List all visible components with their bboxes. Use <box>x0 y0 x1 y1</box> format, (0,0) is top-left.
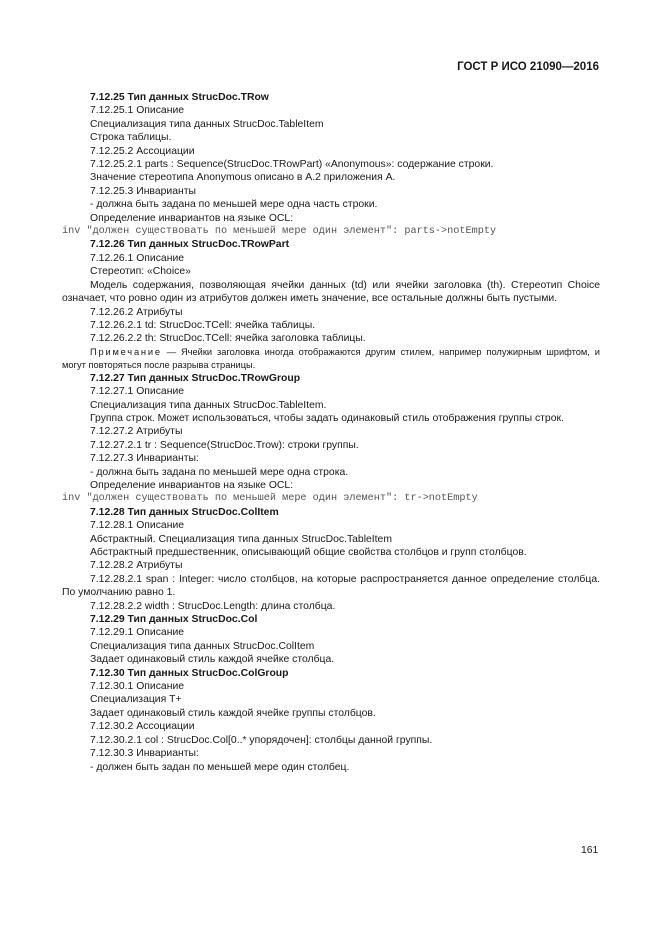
note-text: — Ячейки заголовка иногда отображаются другим стилем, например полужирным шрифтом, и могут повторяться после разрыва страницы. <box>62 346 600 370</box>
paragraph: - должен быть задан по меньшей мере один столбец. <box>90 761 350 773</box>
paragraph: Абстрактный предшественник, описывающий общие свойства столбцов и групп столбцов. <box>90 547 527 558</box>
paragraph: Специализация типа данных StrucDoc.ColItem <box>90 640 315 652</box>
paragraph: 7.12.30.3 Инварианты: <box>90 748 199 760</box>
paragraph: Задает одинаковый стиль каждой ячейке столбца. <box>90 654 335 666</box>
ocl-code-block: inv "должен существовать по меньшей мере один элемент": tr->notEmpty <box>62 493 478 505</box>
paragraph: Модель содержания, позволяющая ячейки данных (td) или ячейки заголовка (th). Стереотип Choice означает, что ровно один из атрибутов должен иметь значение, все остальные должны быть пустыми. <box>62 279 600 305</box>
paragraph: 7.12.25.2.1 parts : Sequence(StrucDoc.TRowPart) «Anonymous»: содержание строки. <box>90 159 494 171</box>
paragraph: 7.12.28.2.2 width : StrucDoc.Length: длина столбца. <box>90 600 336 612</box>
paragraph: Значение стереотипа Anonymous описано в А.2 приложения А. <box>90 172 396 184</box>
section-heading: 7.12.26 Тип данных StrucDoc.TRowPart <box>90 239 290 251</box>
paragraph: 7.12.29.1 Описание <box>90 627 185 639</box>
paragraph: 7.12.25.1 Описание <box>90 105 185 117</box>
paragraph: 7.12.26.2.1 td: StrucDoc.TCell: ячейка таблицы. <box>90 319 316 331</box>
paragraph: 7.12.25.2 Ассоциации <box>90 145 195 157</box>
section-heading: 7.12.28 Тип данных StrucDoc.ColItem <box>90 506 279 518</box>
paragraph: Абстрактный. Специализация типа данных StrucDoc.TableItem <box>90 533 392 545</box>
paragraph: 7.12.30.2 Ассоциации <box>90 721 195 733</box>
paragraph: 7.12.26.1 Описание <box>90 252 185 264</box>
paragraph: 7.12.30.1 Описание <box>90 681 185 693</box>
document-header: ГОСТ Р ИСО 21090—2016 <box>457 61 599 73</box>
page-number: 161 <box>581 845 599 856</box>
paragraph: 7.12.27.1 Описание <box>90 386 185 398</box>
paragraph: Строка таблицы. <box>90 132 172 144</box>
paragraph: 7.12.26.2 Атрибуты <box>90 306 183 318</box>
paragraph: Определение инвариантов на языке OCL: <box>90 479 294 491</box>
paragraph: - должна быть задана по меньшей мере одна строка. <box>90 466 349 478</box>
paragraph: Группа строк. Может использоваться, чтобы задать одинаковый стиль отображения группы строк. <box>90 412 564 424</box>
note-label: Примечание <box>90 346 162 357</box>
paragraph: 7.12.27.3 Инварианты: <box>90 453 199 465</box>
ocl-code-block: inv "должен существовать по меньшей мере один элемент": parts->notEmpty <box>62 226 497 238</box>
paragraph: Задает одинаковый стиль каждой ячейке группы столбцов. <box>90 707 376 719</box>
paragraph: 7.12.26.2.2 th: StrucDoc.TCell: ячейка заголовка таблицы. <box>90 333 366 345</box>
section-heading: 7.12.30 Тип данных StrucDoc.ColGroup <box>90 667 289 679</box>
paragraph: Специализация T+ <box>90 694 182 706</box>
page-content <box>62 91 600 774</box>
paragraph: 7.12.28.2.1 span : Integer: число столбцов, на которые распространяется данное определение столбца. По умолчанию равно 1. <box>62 573 600 599</box>
paragraph: Специализация типа данных StrucDoc.TableItem. <box>90 399 327 411</box>
section-heading: 7.12.29 Тип данных StrucDoc.Col <box>90 614 258 626</box>
section-heading: 7.12.27 Тип данных StrucDoc.TRowGroup <box>90 372 301 384</box>
section-heading: 7.12.25 Тип данных StrucDoc.TRow <box>90 92 269 103</box>
paragraph: 7.12.27.2.1 tr : Sequence(StrucDoc.Trow): строки группы. <box>90 439 359 451</box>
paragraph: Стереотип: «Choice» <box>90 266 191 278</box>
paragraph: - должна быть задана по меньшей мере одна часть строки. <box>90 199 378 211</box>
note <box>62 346 600 372</box>
paragraph: Определение инвариантов на языке OCL: <box>90 212 294 224</box>
paragraph: Специализация типа данных StrucDoc.TableItem <box>90 118 324 130</box>
paragraph: 7.12.27.2 Атрибуты <box>90 426 183 438</box>
paragraph: 7.12.28.2 Атрибуты <box>90 560 183 572</box>
paragraph: 7.12.28.1 Описание <box>90 520 185 532</box>
paragraph: 7.12.25.3 Инварианты <box>90 185 196 197</box>
paragraph: 7.12.30.2.1 col : StrucDoc.Col[0..* упорядочен]: столбцы данной группы. <box>90 734 433 746</box>
